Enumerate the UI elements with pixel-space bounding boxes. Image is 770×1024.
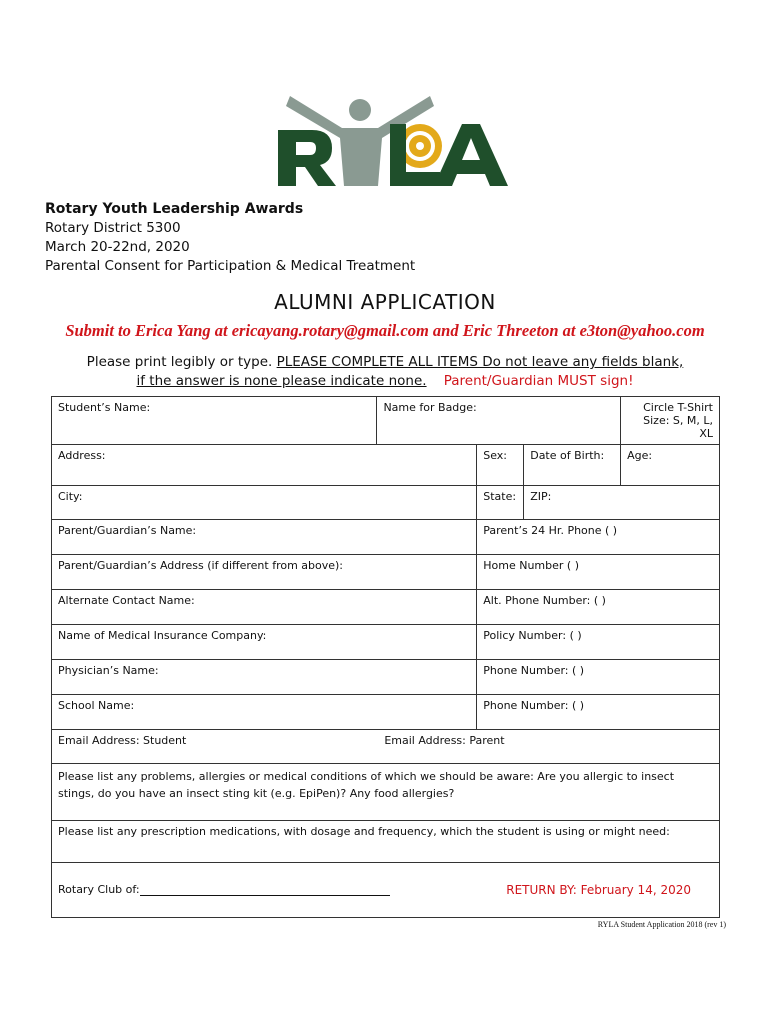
- school-phone-field[interactable]: Phone Number: ( ): [477, 695, 720, 730]
- instr-plain: Please print legibly or type.: [86, 354, 277, 370]
- rotary-club-row[interactable]: [52, 863, 720, 918]
- school-name-field[interactable]: School Name:: [52, 695, 477, 730]
- ryla-logo: [272, 88, 512, 188]
- event-dates: March 20-22nd, 2020: [45, 239, 190, 255]
- instructions: [0, 353, 770, 391]
- application-form: [51, 396, 720, 918]
- email-student-label: Email Address: Student: [58, 734, 187, 747]
- physician-phone-field[interactable]: Phone Number: ( ): [477, 660, 720, 695]
- return-by-date: RETURN BY: February 14, 2020: [506, 883, 691, 897]
- allergies-field[interactable]: Please list any problems, allergies or medical conditions of which we should be aware: Are you allergic to insect stings, do you have an insect sting kit (e.g. EpiPen)? Any food allergies?: [52, 764, 720, 821]
- instr-underline-1: PLEASE COMPLETE ALL ITEMS Do not leave any fields blank,: [276, 354, 684, 370]
- dob-field[interactable]: Date of Birth:: [524, 445, 621, 486]
- home-number-field[interactable]: Home Number ( ): [477, 555, 720, 590]
- city-field[interactable]: City:: [52, 486, 477, 520]
- instr-underline-2: if the answer is none please indicate none.: [136, 373, 427, 389]
- tshirt-sizes: Size: S, M, L, XL: [643, 414, 713, 440]
- logo-letter-r: [278, 130, 336, 186]
- district: Rotary District 5300: [45, 220, 181, 236]
- header-block: [45, 200, 415, 276]
- student-name-field[interactable]: Student’s Name:: [52, 397, 377, 445]
- guardian-name-field[interactable]: Parent/Guardian’s Name:: [52, 520, 477, 555]
- address-field[interactable]: Address:: [52, 445, 477, 486]
- rotary-club-label: Rotary Club of:: [58, 883, 140, 896]
- instr-signature-note: Parent/Guardian MUST sign!: [443, 373, 634, 389]
- medications-field[interactable]: Please list any prescription medications, with dosage and frequency, which the student is using or might need:: [52, 821, 720, 863]
- policy-number-field[interactable]: Policy Number: ( ): [477, 625, 720, 660]
- insurance-field[interactable]: Name of Medical Insurance Company:: [52, 625, 477, 660]
- state-field[interactable]: State:: [477, 486, 524, 520]
- email-row[interactable]: [52, 730, 720, 764]
- org-name: Rotary Youth Leadership Awards: [45, 201, 304, 217]
- submit-instructions: Submit to Erica Yang at ericayang.rotary@gmail.com and Eric Threeton at e3ton@yahoo.com: [65, 321, 705, 340]
- badge-name-field[interactable]: Name for Badge:: [377, 397, 621, 445]
- footer-revision: RYLA Student Application 2018 (rev 1): [597, 920, 726, 929]
- age-field[interactable]: Age:: [621, 445, 720, 486]
- guardian-phone-field[interactable]: Parent’s 24 Hr. Phone ( ): [477, 520, 720, 555]
- logo-letter-a: [434, 124, 508, 186]
- email-parent-label: Email Address: Parent: [384, 734, 505, 747]
- physician-name-field[interactable]: Physician’s Name:: [52, 660, 477, 695]
- page-title: ALUMNI APPLICATION: [274, 290, 496, 314]
- sex-field[interactable]: Sex:: [477, 445, 524, 486]
- tshirt-label: Circle T-Shirt: [643, 401, 713, 414]
- alt-phone-field[interactable]: Alt. Phone Number: ( ): [477, 590, 720, 625]
- logo-figure-head: [349, 99, 371, 121]
- consent-title: Parental Consent for Participation & Medical Treatment: [45, 258, 416, 274]
- rotary-club-line: [140, 884, 390, 896]
- alt-contact-field[interactable]: Alternate Contact Name:: [52, 590, 477, 625]
- guardian-address-field[interactable]: Parent/Guardian’s Address (if different from above):: [52, 555, 477, 590]
- tshirt-size-field[interactable]: [621, 397, 720, 445]
- zip-field[interactable]: ZIP:: [524, 486, 720, 520]
